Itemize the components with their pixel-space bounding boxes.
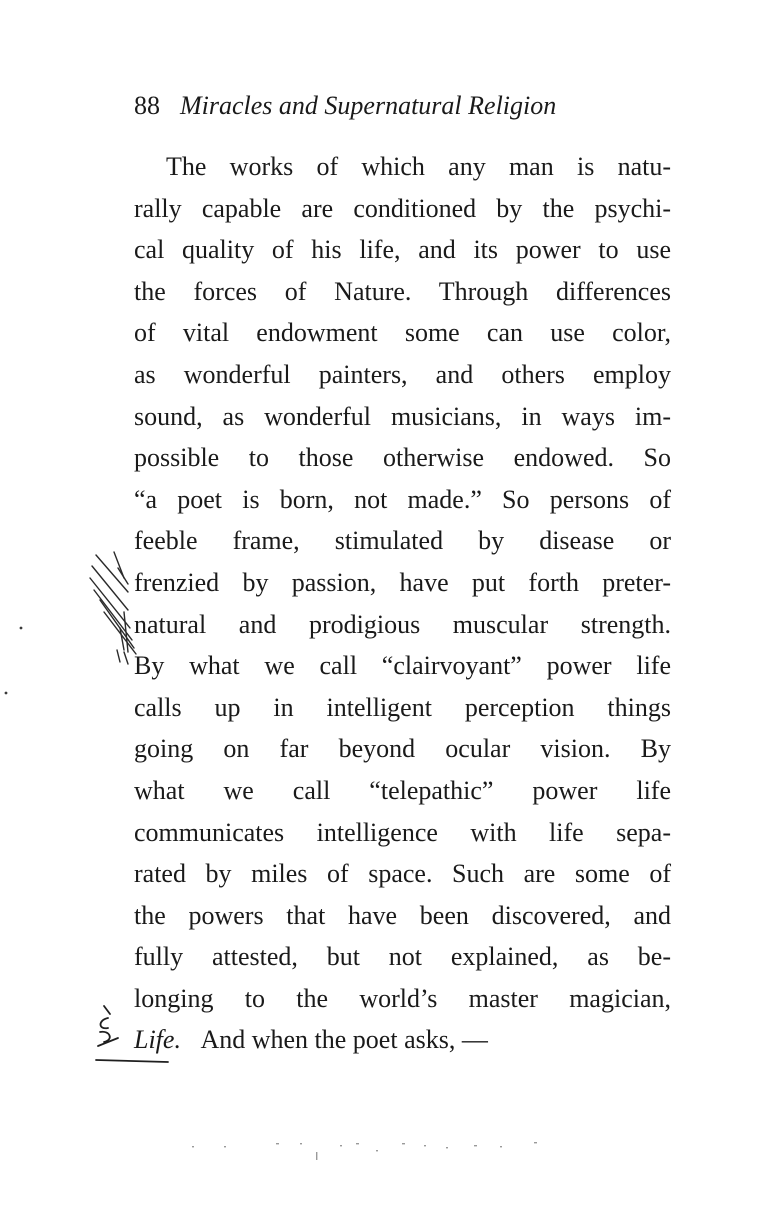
text-line: calls up in intelligent perception things <box>134 692 671 722</box>
text-line: frenzied by passion, have put forth preter- <box>134 567 671 597</box>
bottom-show-through-marks <box>192 1142 537 1160</box>
text-line: sound, as wonderful musicians, in ways im- <box>134 401 671 431</box>
stray-dots <box>5 627 23 695</box>
text-line: By what we call “clairvoyant” power life <box>134 651 671 681</box>
text-line: feeble frame, stimulated by disease or <box>134 526 671 556</box>
text-line: rally capable are conditioned by the psychi- <box>134 193 671 223</box>
text-line: what we call “telepathic” power life <box>134 775 671 805</box>
text-line-rest: And when the poet asks, — <box>200 1025 488 1055</box>
page-number: 88 <box>134 91 160 120</box>
text-line: of vital endowment some can use color, <box>134 318 671 348</box>
running-head <box>134 88 674 124</box>
text-line: rated by miles of space. Such are some of <box>134 859 671 889</box>
body-text <box>134 146 671 1061</box>
text-line: as wonderful painters, and others employ <box>134 359 671 389</box>
text-line: longing to the world’s master magician, <box>134 983 671 1013</box>
text-line: cal quality of his life, and its power to use <box>134 235 671 265</box>
text-line: natural and prodigious muscular strength. <box>134 609 671 639</box>
text-line: communicates intelligence with life sepa- <box>134 817 671 847</box>
text-line-last <box>134 1019 671 1061</box>
text-line: The works of which any man is natu- <box>166 152 671 181</box>
text-line: fully attested, but not explained, as be- <box>134 942 671 972</box>
text-line: the forces of Nature. Through differences <box>134 276 671 306</box>
margin-hatch-marks <box>90 552 136 664</box>
text-line: the powers that have been discovered, and <box>134 900 671 930</box>
text-line: “a poet is born, not made.” So persons of <box>134 484 671 514</box>
text-line: going on far beyond ocular vision. By <box>134 734 671 764</box>
italic-word: Life. <box>134 1025 181 1055</box>
running-title: Miracles and Supernatural Religion <box>180 91 557 120</box>
text-line: possible to those otherwise endowed. So <box>134 443 671 473</box>
